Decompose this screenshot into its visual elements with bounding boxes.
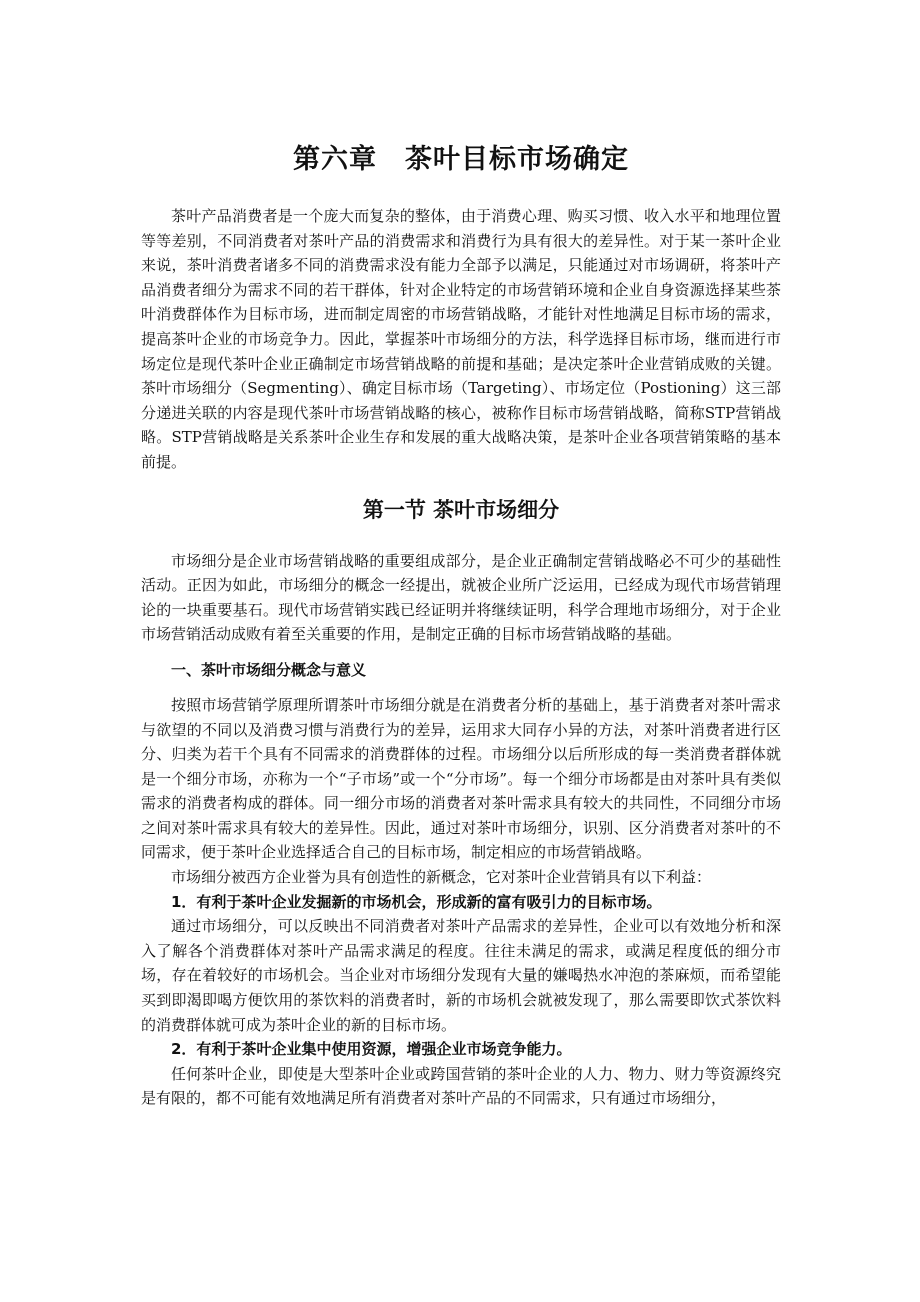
benefits-intro-paragraph: 市场细分被西方企业誉为具有创造性的新概念，它对茶叶企业营销具有以下利益：: [171, 868, 712, 887]
definition-paragraph: 按照市场营销学原理所谓茶叶市场细分就是在消费者分析的基础上，基于消费者对茶叶需求与欲望的不同以及消费习惯与消费行为的差异，运用求大同存小异的方法，对茶叶消费者进行区分、归类为若干个具有不同需求的消费群体的过程。市场细分以后所形成的每一类消费者群体就是一个细分市场，亦称为一个“子市场”或一个“分市场”。每一个细分市场都是由对茶叶具有类似需求的消费者构成的群体。同一细分市场的消费者对茶叶需求具有较大的共同性，不同细分市场之间对茶叶需求具有较大的差异性。因此，通过对茶叶市场细分，识别、区分消费者对茶叶的不同需求，便于茶叶企业选择适合自己的目标市场，制定相应的市场营销战略。: [141, 695, 781, 862]
benefit-paragraph-1: 通过市场细分，可以反映出不同消费者对茶叶产品需求的差异性，企业可以有效地分析和深入了解各个消费群体对茶叶产品需求满足的程度。往往未满足的需求，或满足程度低的细分市场，存在着较好的市场机会。当企业对市场细分发现有大量的嫌喝热水冲泡的茶麻烦，而希望能买到即渴即喝方便饮用的茶饮料的消费者时，新的市场机会就被发现了，那么需要即饮式茶饮料的消费群体就可成为茶叶企业的新的目标市场。: [141, 917, 781, 1034]
chapter-title: 第六章 茶叶目标市场确定: [293, 144, 629, 175]
document-page: [141, 140, 781, 1111]
section-intro-paragraph: 市场细分是企业市场营销战略的重要组成部分，是企业正确制定营销战略必不可少的基础性活动。正因为如此，市场细分的概念一经提出，就被企业所广泛运用，已经成为现代市场营销理论的一块重要基石。现代市场营销实践已经证明并将继续证明，科学合理地市场细分，对于企业市场营销活动成败有着至关重要的作用，是制定正确的目标市场营销战略的基础。: [141, 551, 781, 644]
subsection-title: 一、茶叶市场细分概念与意义: [171, 660, 367, 679]
benefit-heading-1: 1．有利于茶叶企业发掘新的市场机会，形成新的富有吸引力的目标市场。: [171, 892, 662, 911]
benefit-paragraph-2: 任何茶叶企业，即使是大型茶叶企业或跨国营销的茶叶企业的人力、物力、财力等资源终究是有限的，都不可能有效地满足所有消费者对茶叶产品的不同需求，只有通过市场细分，: [141, 1064, 781, 1108]
chapter-intro-paragraph: 茶叶产品消费者是一个庞大而复杂的整体，由于消费心理、购买习惯、收入水平和地理位置等等差别，不同消费者对茶叶产品的消费需求和消费行为具有很大的差异性。对于某一茶叶企业来说，茶叶消费者诸多不同的消费需求没有能力全部予以满足，只能通过对市场调研，将茶叶产品消费者细分为需求不同的若干群体，针对企业特定的市场营销环境和企业自身资源选择某些茶叶消费群体作为目标市场，进而制定周密的市场营销战略，才能针对性地满足目标市场的需求，提高茶叶企业的市场竞争力。因此，掌握茶叶市场细分的方法，科学选择目标市场，继而进行市场定位是现代茶叶企业正确制定市场营销战略的前提和基础；是决定茶叶企业营销成败的关键。茶叶市场细分（Segmenting）、确定目标市场（Targeting）、市场定位（Postioning）这三部分递进关联的内容是现代茶叶市场营销战略的核心，被称作目标市场营销战略，简称STP营销战略。STP营销战略是关系茶叶企业生存和发展的重大战略决策，是茶叶企业各项营销策略的基本前提。: [141, 207, 781, 471]
benefit-heading-2: 2．有利于茶叶企业集中使用资源，增强企业市场竞争能力。: [171, 1040, 572, 1059]
section-title: 第一节 茶叶市场细分: [362, 497, 560, 522]
